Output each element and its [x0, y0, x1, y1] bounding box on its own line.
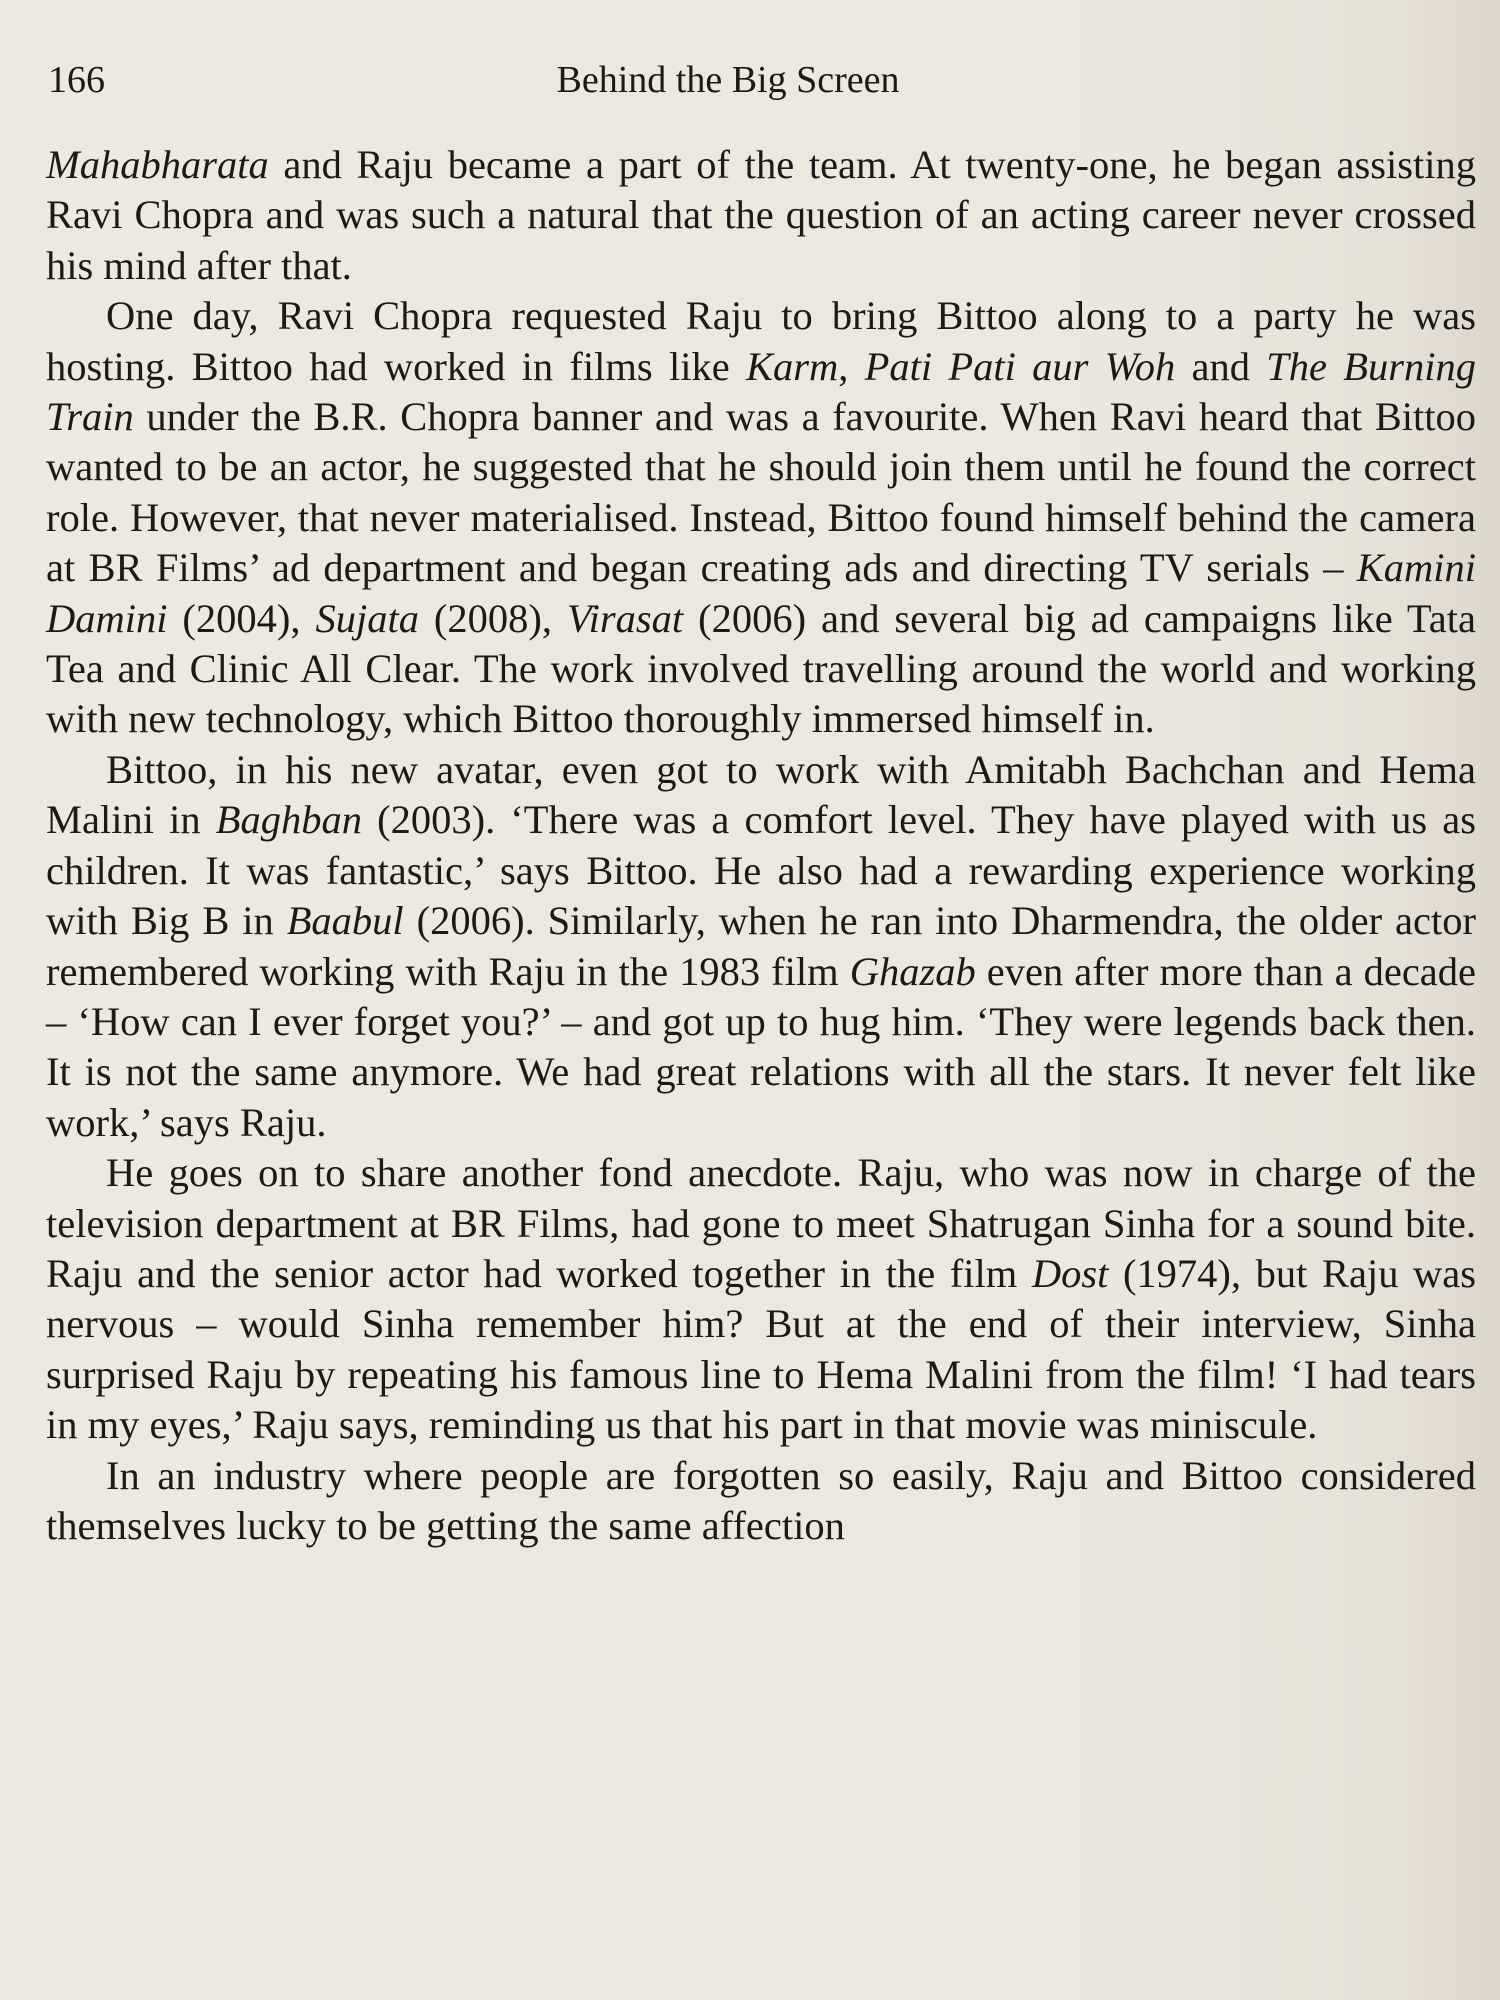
- running-head: Behind the Big Screen: [556, 59, 900, 101]
- title-italic: Baghban: [215, 797, 362, 843]
- text-run: ,: [838, 343, 865, 389]
- title-italic: Ghazab: [849, 948, 976, 994]
- title-italic: The Burning Train: [46, 343, 1476, 440]
- paragraph-1: [46, 140, 1476, 291]
- text-run: In an industry where people are forgotten so easily, Raju and Bittoo considered themselves lucky to be getting the same affection: [46, 1452, 1476, 1548]
- body-text: [46, 140, 1476, 1551]
- title-italic: Pati Pati aur Woh: [864, 343, 1176, 389]
- page-number: 166: [48, 59, 105, 101]
- text-run: (2008),: [418, 595, 567, 641]
- text-run: One day, Ravi Chopra requested Raju to bring Bittoo along to a party he was hosting. Bittoo had worked in films like: [46, 293, 1476, 389]
- title-italic: Karm: [745, 343, 839, 389]
- text-run: and Raju became a part of the team. At twenty-one, he began assisting Ravi Chopra and was such a natural that the question of an acting career never crossed his mind after that.: [46, 142, 1476, 288]
- title-italic: Virasat: [566, 595, 684, 641]
- text-run: (1974), but Raju was nervous – would Sinha remember him? But at the end of their interview, Sinha surprised Raju by repeating his famous line to Hema Malini from the film! ‘I had tears in my eyes,’ Raju says, reminding us that his part in that movie was miniscule.: [46, 1250, 1477, 1448]
- paragraph-3: [46, 745, 1476, 1148]
- text-run: even after more than a decade – ‘How can I ever forget you?’ – and got up to hug him. ‘They were legends back then. It is not the same anymore. We had great relations with all the stars. It never felt like work,’ says Raju.: [46, 948, 1476, 1145]
- title-italic: Dost: [1031, 1250, 1109, 1296]
- text-run: under the B.R. Chopra banner and was a favourite. When Ravi heard that Bittoo wanted to be an actor, he suggested that he should join them until he found the correct role. However, that never materialised. Instead, Bittoo found himself behind the camera at BR Films’ ad department and began creating ads and directing TV serials –: [46, 394, 1476, 591]
- title-italic: Mahabharata: [46, 142, 269, 187]
- text-run: (2003). ‘There was a comfort level. They have played with us as children. It was fantastic,’ says Bittoo. He also had a rewarding experience working with Big B in: [46, 797, 1476, 944]
- text-run: (2006) and several big ad campaigns like Tata Tea and Clinic All Clear. The work involved travelling around the world and working with new technology, which Bittoo thoroughly immersed himself in.: [46, 595, 1476, 742]
- paragraph-4: [46, 1148, 1476, 1450]
- text-run: (2004),: [167, 595, 316, 641]
- title-italic: Baabul: [286, 898, 404, 944]
- paragraph-5: [46, 1451, 1476, 1552]
- text-run: (2006). Similarly, when he ran into Dharmendra, the older actor remembered working with Raju in the 1983 film: [46, 898, 1476, 994]
- text-run: and: [1175, 343, 1267, 389]
- paragraph-2: [46, 291, 1476, 745]
- text-run: He goes on to share another fond anecdote. Raju, who was now in charge of the television department at BR Films, had gone to meet Shatrugan Sinha for a sound bite. Raju and the senior actor had worked together in the film: [46, 1150, 1476, 1296]
- title-italic: Kamini Damini: [46, 545, 1476, 641]
- title-italic: Sujata: [315, 595, 419, 641]
- text-run: Bittoo, in his new avatar, even got to work with Amitabh Bachchan and Hema Malini in: [46, 746, 1476, 843]
- page-header: [48, 58, 1468, 108]
